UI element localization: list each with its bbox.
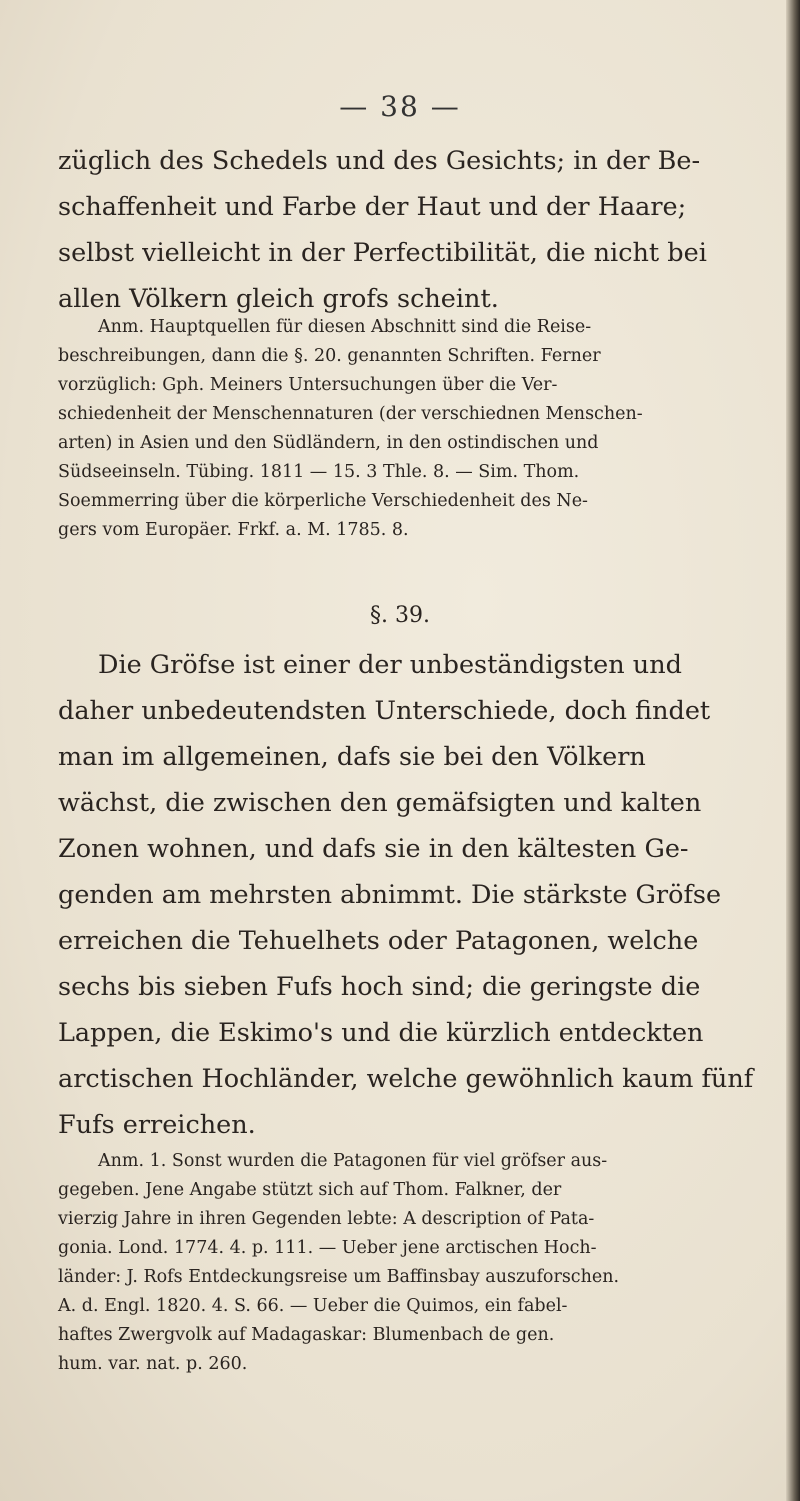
footnote-annotation bbox=[58, 1147, 773, 1379]
text-line: allen Völkern gleich grofs scheint. bbox=[58, 284, 499, 314]
footnote-sources bbox=[58, 313, 773, 545]
text-line: A. d. Engl. 1820. 4. S. 66. — Ueber die Quimos, ein fabel- bbox=[58, 1296, 568, 1316]
text-line: Lappen, die Eskimo's und die kürzlich entdeckten bbox=[58, 1018, 704, 1048]
text-line: arten) in Asien und den Südländern, in den ostindischen und bbox=[58, 433, 599, 453]
text-line: wächst, die zwischen den gemäfsigten und kalten bbox=[58, 788, 702, 818]
text-line: man im allgemeinen, dafs sie bei den Völkern bbox=[58, 742, 646, 772]
text-line: Soemmerring über die körperliche Verschiedenheit des Ne- bbox=[58, 491, 588, 511]
page-edge-shadow bbox=[786, 0, 800, 1501]
text-line: genden am mehrsten abnimmt. Die stärkste Gröfse bbox=[58, 880, 722, 910]
text-line: schaffenheit und Farbe der Haut und der Haare; bbox=[58, 192, 687, 222]
text-line: züglich des Schedels und des Gesichts; in der Be- bbox=[58, 146, 701, 176]
page-number: — 38 — bbox=[339, 90, 461, 123]
text-line: Südseeinseln. Tübing. 1811 — 15. 3 Thle. 8. — Sim. Thom. bbox=[58, 462, 580, 482]
text-line: hum. var. nat. p. 260. bbox=[58, 1354, 248, 1374]
text-line: schiedenheit der Menschennaturen (der verschiednen Menschen- bbox=[58, 404, 643, 424]
text-line: Anm. Hauptquellen für diesen Abschnitt sind die Reise- bbox=[98, 317, 592, 337]
text-line: vorzüglich: Gph. Meiners Untersuchungen über die Ver- bbox=[58, 375, 558, 395]
paragraph-top bbox=[58, 138, 773, 322]
text-line: länder: J. Rofs Entdeckungsreise um Baffinsbay auszuforschen. bbox=[58, 1267, 620, 1287]
text-line: haftes Zwergvolk auf Madagaskar: Blumenbach de gen. bbox=[58, 1325, 555, 1345]
text-line: Zonen wohnen, und dafs sie in den kältesten Ge- bbox=[58, 834, 689, 864]
text-line: gegeben. Jene Angabe stützt sich auf Thom. Falkner, der bbox=[58, 1180, 562, 1200]
text-line: arctischen Hochländer, welche gewöhnlich kaum fünf bbox=[58, 1064, 754, 1094]
text-line: sechs bis sieben Fufs hoch sind; die geringste die bbox=[58, 972, 701, 1002]
text-line: beschreibungen, dann die §. 20. genannten Schriften. Ferner bbox=[58, 346, 601, 366]
text-line: gers vom Europäer. Frkf. a. M. 1785. 8. bbox=[58, 520, 409, 540]
text-line: Fufs erreichen. bbox=[58, 1110, 256, 1140]
text-line: erreichen die Tehuelhets oder Patagonen, welche bbox=[58, 926, 699, 956]
paragraph-section-39 bbox=[58, 642, 773, 1148]
text-line: gonia. Lond. 1774. 4. p. 111. — Ueber jene arctischen Hoch- bbox=[58, 1238, 597, 1258]
text-line: Anm. 1. Sonst wurden die Patagonen für viel gröfser aus- bbox=[98, 1151, 608, 1171]
text-line: vierzig Jahre in ihren Gegenden lebte: A description of Pata- bbox=[58, 1209, 595, 1229]
text-line: selbst vielleicht in der Perfectibilität, die nicht bei bbox=[58, 238, 707, 268]
section-heading: §. 39. bbox=[370, 603, 430, 628]
text-line: daher unbedeutendsten Unterschiede, doch findet bbox=[58, 696, 711, 726]
text-line: Die Gröfse ist einer der unbeständigsten und bbox=[98, 650, 682, 680]
